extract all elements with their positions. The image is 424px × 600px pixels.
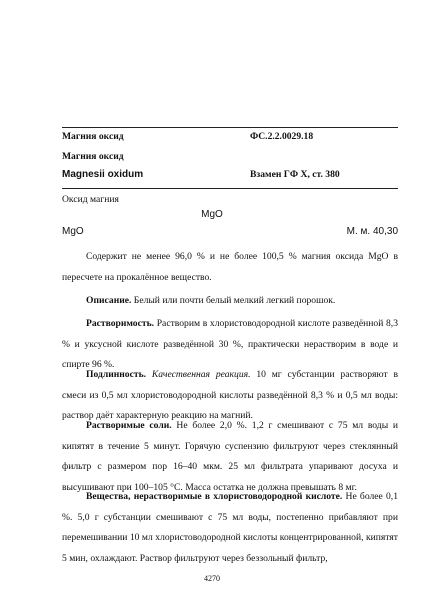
section-text: Не более 0,1 %. 5,0 г субстанции смешивают с 75 мл воды, постепенно прибавляют при перемешивании 10 мл хлористоводородной кислоты концентрированной, кипятят 5 мин, охлаждают. Раствор фильтруют через беззольный фильтр,	[62, 491, 398, 564]
section-title: Подлинность.	[86, 369, 147, 380]
structural-formula: MgO	[201, 209, 223, 220]
monograph-name-latin: Magnesii oxidum	[62, 169, 144, 180]
monograph-code: ФС.2.2.0029.18	[250, 131, 314, 142]
translit-name: Оксид магния	[62, 194, 119, 205]
section-text: 10 мг субстанции растворяют в смеси из 0,5 мл хлористоводородной кислоты разведённой 8,3 % и 0,5 мл воды: раствор даёт характерную реакцию на магний.	[62, 369, 398, 421]
section-title: Растворимые соли.	[86, 420, 172, 431]
section-description	[62, 291, 398, 312]
page-number: 4270	[204, 574, 220, 583]
section-text: Растворим в хлористоводородной кислоте разведённой 8,3 % и уксусной кислоте разведённой 30 %, практически нерастворим в воде и спирте 96 %.	[62, 318, 398, 370]
empirical-formula: MgO	[62, 226, 84, 237]
header-top-rule	[62, 127, 398, 128]
section-text: Не более 2,0 %. 1,2 г смешивают с 75 мл воды и кипятят в течение 5 минут. Горячую суспензию фильтруют через стеклянный фильтр с размером пор 16–40 мкм. 25 мл фильтрата упаривают досуха и высушивают при 100–105 °С. Масса остатка не должна превышать 8 мг.	[62, 420, 399, 493]
section-title: Вещества, нерастворимые в хлористоводородной кислоте.	[86, 491, 343, 502]
monograph-name-ru-2: Магния оксид	[62, 151, 124, 162]
section-text: Белый или почти белый мелкий легкий порошок.	[131, 295, 336, 306]
molar-mass: М. м. 40,30	[346, 226, 398, 237]
section-insoluble-substances	[62, 487, 398, 569]
section-title: Растворимость.	[86, 318, 155, 329]
content-paragraph: Содержит не менее 96,0 % и не более 100,5 % магния оксида MgO в пересчете на прокалённое вещество.	[62, 251, 398, 283]
header-bottom-rule	[62, 188, 398, 189]
monograph-name-ru: Магния оксид	[62, 131, 124, 142]
replaces-note: Взамен ГФ X, ст. 380	[250, 169, 340, 180]
section-subtitle: Качественная реакция.	[146, 369, 251, 380]
section-title: Описание.	[86, 295, 132, 306]
section-soluble-salts	[62, 416, 398, 498]
